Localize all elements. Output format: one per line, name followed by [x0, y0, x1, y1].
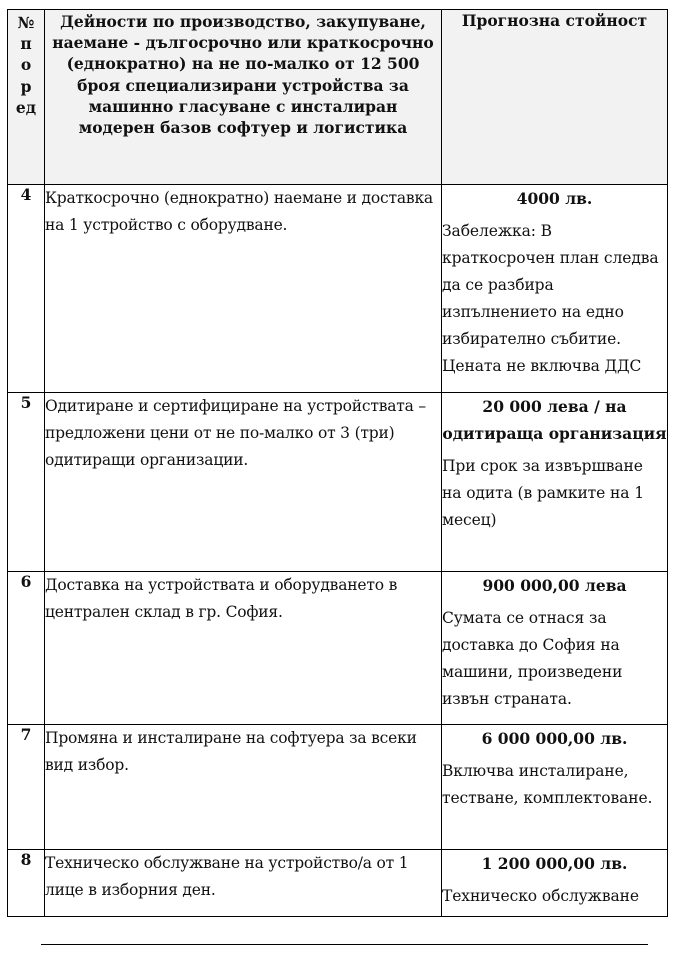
header-activity: Дейности по производство, закупуване, наемане - дългосрочно или краткосрочно (еднократно) на не по-малко от 12 500 броя специализирани устройства за машинно гласуване с инсталиран модерен базов софтуер и логистика: [45, 10, 442, 185]
row-value: [442, 725, 668, 850]
row-value: [442, 572, 668, 725]
row-activity: Техническо обслужване на устройство/а от 1 лице в изборния ден.: [45, 850, 442, 917]
row-note: При срок за извършване на одита (в рамките на 1 месец): [442, 457, 645, 529]
row-price: 20 000 лева / на одитираща организация: [442, 397, 667, 443]
header-value: Прогнозна стойност: [442, 10, 668, 185]
row-price: 900 000,00 лева: [482, 576, 627, 595]
header-number-part: ед: [15, 97, 37, 117]
row-number: 7: [8, 725, 45, 850]
row-note: Сумата се отнася за доставка до София на машини, произведени извън страната.: [442, 609, 623, 708]
row-price: 4000 лв.: [516, 189, 593, 208]
row-price: 1 200 000,00 лв.: [481, 854, 628, 873]
row-price: 6 000 000,00 лв.: [481, 729, 628, 748]
table-row: [8, 850, 668, 917]
row-value: [442, 185, 668, 393]
header-number-part: п: [20, 34, 32, 54]
row-note: Техническо обслужване: [442, 887, 639, 905]
row-number: 5: [8, 393, 45, 572]
row-number: 6: [8, 572, 45, 725]
row-number: 8: [8, 850, 45, 917]
row-activity: Краткосрочно (еднократно) наемане и доставка на 1 устройство с оборудване.: [45, 185, 442, 393]
header-number-part: р: [20, 76, 32, 96]
row-value: [442, 393, 668, 572]
row-activity: Доставка на устройствата и оборудването в централен склад в гр. София.: [45, 572, 442, 725]
header-number-part: №: [17, 13, 35, 32]
table-row: [8, 393, 668, 572]
table-row: [8, 572, 668, 725]
table-row: [8, 185, 668, 393]
row-number: 4: [8, 185, 45, 393]
row-note: Включва инсталиране, тестване, комплектоване.: [442, 762, 653, 807]
cost-estimate-table: [7, 9, 668, 917]
row-value: [442, 850, 668, 917]
row-activity: Одитиране и сертифициране на устройствата – предложени цени от не по-малко от 3 (три) одитиращи организации.: [45, 393, 442, 572]
table-row: [8, 725, 668, 850]
header-number-part: о: [20, 55, 32, 75]
footnote-separator: [41, 944, 648, 945]
table-header-row: [8, 10, 668, 185]
row-note: Забележка: В краткосрочен план следва да се разбира изпълнението на едно избирателно събитие. Цената не включва ДДС: [442, 222, 659, 375]
header-number: [8, 10, 45, 185]
row-activity: Промяна и инсталиране на софтуера за всеки вид избор.: [45, 725, 442, 850]
